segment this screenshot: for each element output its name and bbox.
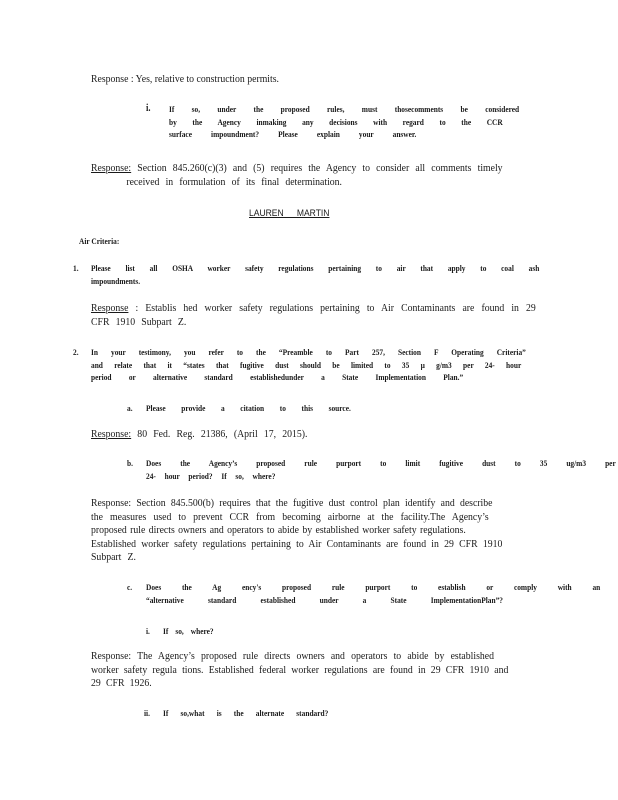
response-osha xyxy=(91,302,536,329)
question-line: period or alternative standard establishedunder a State Implementation Plan.” xyxy=(91,372,464,382)
response-text: 80 Fed. Reg. 21386, (April 17, 2015). xyxy=(131,429,308,440)
question-line: In your testimony, you refer to the “Preamble to Part 257, Section F Operating Criteria” xyxy=(91,347,526,357)
response-citation xyxy=(91,428,307,442)
question-1 xyxy=(91,262,539,287)
response-line: 29 CFR 1926. xyxy=(91,678,152,689)
response-comments xyxy=(91,162,503,189)
question-line: Please list all OSHA worker safety regulations pertaining to air that apply to coal ash xyxy=(91,263,540,273)
question-line: Does the Agency’s proposed rule purport to limit fugitive dust to 35 ug/m3 per xyxy=(146,458,616,468)
response-label: Response: xyxy=(91,429,132,440)
question-line: by the Agency inmaking any decisions with regard to the CCR xyxy=(169,116,503,127)
question-2b-number: b. xyxy=(127,458,133,468)
response-label: Response xyxy=(91,303,129,314)
response-text: : Yes, relative to construction permits. xyxy=(128,74,279,85)
response-permits xyxy=(91,73,279,87)
response-worker-regulations xyxy=(91,650,508,691)
question-line: 24- hour period? If so, where? xyxy=(146,470,276,481)
question-i xyxy=(169,103,520,141)
question-2 xyxy=(91,346,526,384)
question-2b xyxy=(146,457,616,482)
response-line: Response: The Agency’s proposed rule directs owners and operators to abide by established xyxy=(91,651,494,662)
question-2a: Please provide a citation to this source. xyxy=(146,403,351,413)
question-2a-number: a. xyxy=(127,403,133,413)
question-2c-i: If so, where? xyxy=(163,626,214,636)
response-line: proposed rule directs owners and operators to abide by established worker safety regulations. xyxy=(91,525,466,536)
question-2c xyxy=(146,581,600,606)
response-line: worker safety regula tions. Established federal worker regulations are found in 29 CFR 1910 and xyxy=(91,664,509,676)
response-text: received in formulation of its final determination. xyxy=(126,176,343,188)
response-line: Subpart Z. xyxy=(91,552,136,563)
response-line: the measures used to prevent CCR from becoming airborne at the facility.The Agency’s xyxy=(91,511,489,523)
question-i-number: i. xyxy=(146,103,151,114)
question-1-number: 1. xyxy=(73,263,79,273)
section-heading: LAUREN MARTIN xyxy=(249,208,330,219)
question-line: If so, under the proposed rules, must thosecomments be considered xyxy=(169,104,520,114)
question-line: Does the Ag ency's proposed rule purport to establish or comply with an xyxy=(146,582,601,592)
question-2c-ii-number: ii. xyxy=(144,708,150,718)
response-text: : Establis hed worker safety regulations pertaining to Air Contaminants are found in 29 xyxy=(128,303,536,314)
question-line: impoundments. xyxy=(91,275,141,286)
question-2c-ii: If so,what is the alternate standard? xyxy=(163,708,329,718)
response-text: Section 845.260(c)(3) and (5) requires the Agency to consider all comments timely xyxy=(131,163,503,174)
response-fugitive-dust xyxy=(91,497,502,565)
question-line: and relate that it “states that fugitive dust should be limited to 35 µ g/m3 per 24- hour xyxy=(91,359,522,370)
response-line: Response: Section 845.500(b) requires that the fugitive dust control plan identify and describe xyxy=(91,498,493,509)
response-label: Response: xyxy=(91,163,132,174)
question-line: surface impoundment? Please explain your answer. xyxy=(169,129,417,139)
question-2c-i-number: i. xyxy=(146,626,150,636)
response-line: Established worker safety regulations pertaining to Air Contaminants are found in 29 CFR 1910 xyxy=(91,538,503,550)
response-label: Response xyxy=(91,74,129,85)
question-2-number: 2. xyxy=(73,347,79,357)
air-criteria-label: Air Criteria: xyxy=(79,236,120,246)
question-line: “alternative standard established under a State ImplementationPlan”? xyxy=(146,594,503,605)
response-text: CFR 1910 Subpart Z. xyxy=(91,316,187,328)
question-2c-number: c. xyxy=(127,582,133,592)
